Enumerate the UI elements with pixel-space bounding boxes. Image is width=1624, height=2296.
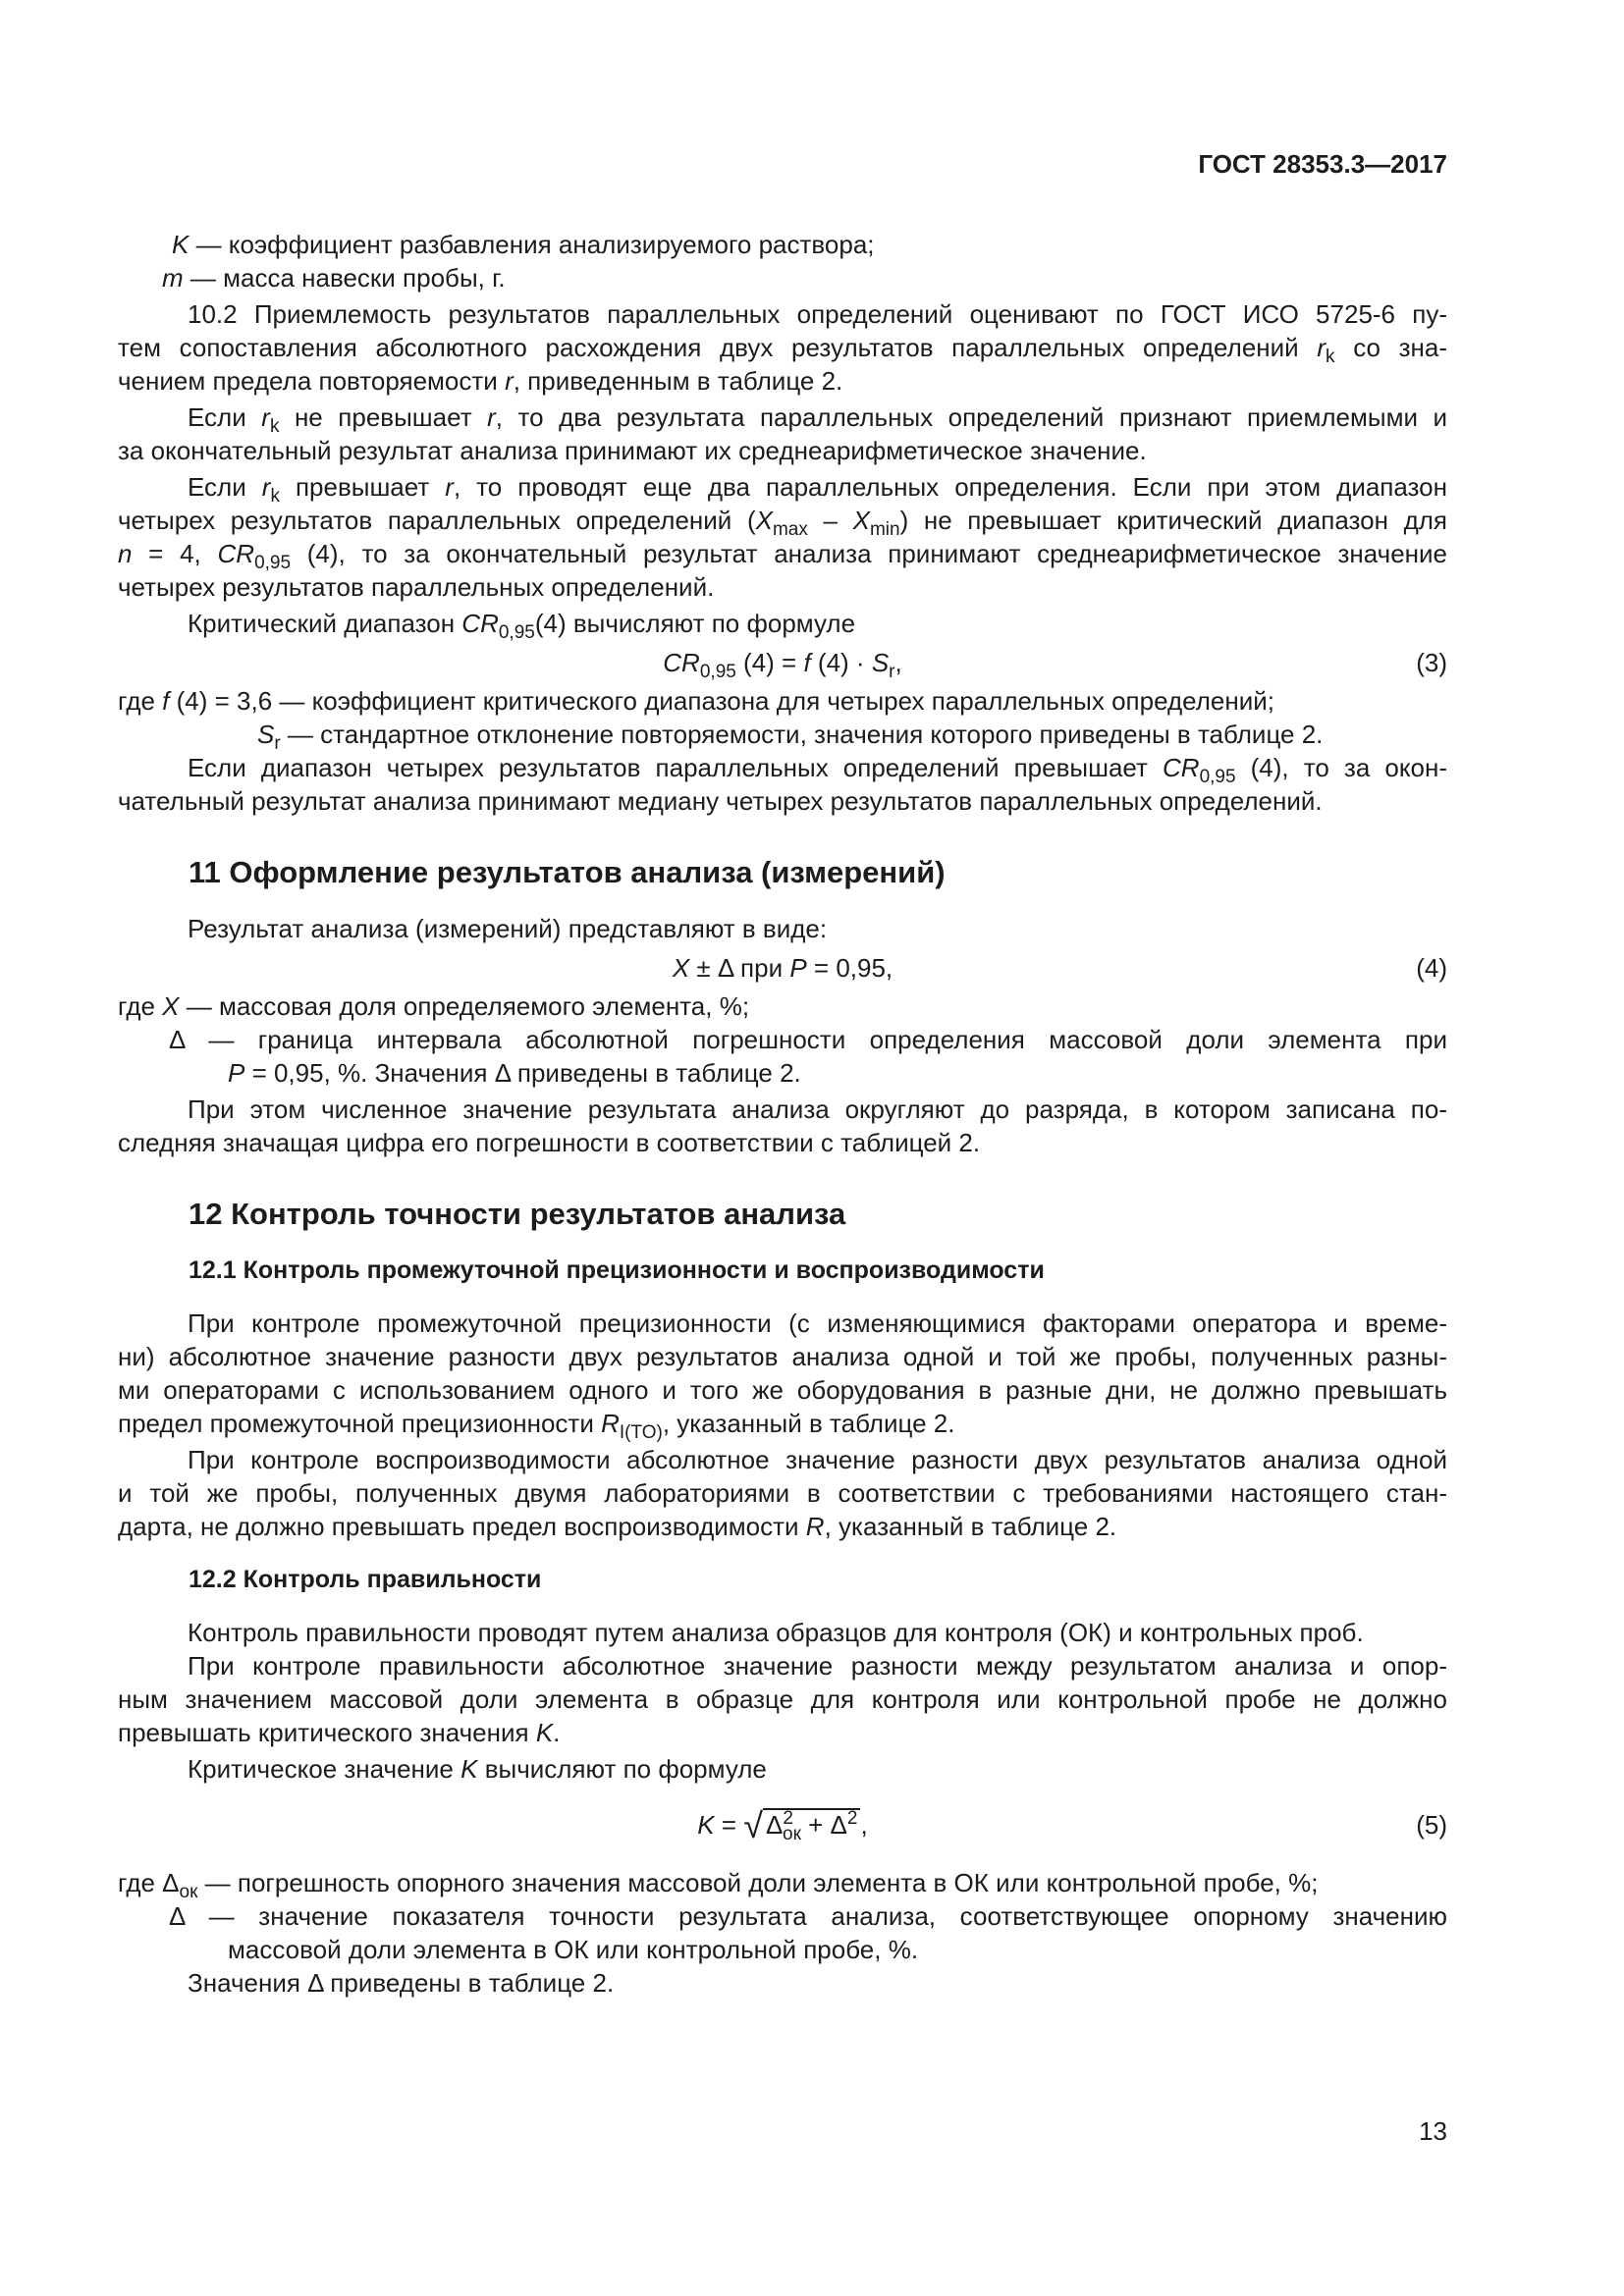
formula-5 (118, 1795, 1447, 1854)
def-delta-accuracy-line-1: Δ — значение показателя точности результата анализа, соответствующее опорному значению (169, 1901, 1447, 1931)
document-id-header: ГОСТ 28353.3—2017 (1198, 149, 1447, 179)
para-12-2-p3: Критическое значение K вычисляют по формуле (188, 1754, 767, 1784)
para-if-accept-line-1: Если $r_k$ не превышает r, то два результата параллельных определений признают приемлемыми и (188, 402, 1448, 437)
para-10-2-line-1: 10.2 Приемлемость результатов параллельных определений оценивают по ГОСТ ИСО 5725-6 пу- (188, 299, 1447, 329)
square-root: √ $\Delta^2_{ок} + \Delta^2$ (743, 1795, 860, 1855)
def-x: где X — массовая доля определяемого элемента, %; (118, 991, 750, 1021)
para-if-accept-line-2: за окончательный результат анализа принимают их среднеарифметическое значение. (118, 436, 1147, 465)
def-k: K — коэффициент разбавления анализируемого раствора; (172, 230, 875, 259)
para-final: Значения Δ приведены в таблице 2. (188, 1968, 615, 1998)
para-range-exceed-line-1: Если диапазон четырех результатов параллельных определений превышает $CR_{0,95}$ (4), то за окон- (188, 753, 1447, 787)
section-12-2-heading: 12.2 Контроль правильности (189, 1566, 542, 1593)
formula-4 (118, 949, 1447, 987)
para-10-2-line-3: чением предела повторяемости r, приведенным в таблице 2. (118, 366, 843, 396)
para-rounding-line-2: следняя значащая цифра его погрешности в соответствии с таблицей 2. (118, 1128, 981, 1157)
section-12-heading: 12 Контроль точности результатов анализа (189, 1197, 846, 1231)
page-content (118, 228, 1447, 2000)
formula-3 (118, 644, 1447, 681)
def-f4: где f (4) = 3,6 — коэффициент критического диапазона для четырех параллельных определений; (118, 686, 1274, 716)
page-number: 13 (1419, 2116, 1447, 2146)
para-critical-range: Критический диапазон $CR_{0,95}(4)$ вычисляют по формуле (188, 609, 856, 643)
section-12-1-heading: 12.1 Контроль промежуточной прецизионности и воспроизводимости (189, 1256, 1045, 1284)
def-delta-accuracy-line-2: массовой доли элемента в ОК или контрольной пробе, %. (228, 1935, 919, 1964)
para-12-1-p2-line-1: При контроле воспроизводимости абсолютное значение разности двух результатов анализа одной (188, 1445, 1447, 1474)
para-if-exceed-line-2: четырех результатов параллельных определений $(X_{max} - X_{min})$ не превышает критический диапазон для (118, 506, 1447, 540)
para-12-2-p2-line-3: превышать критического значения K. (118, 1718, 561, 1747)
para-12-1-p1-line-2: ни) абсолютное значение разности двух результатов анализа одной и той же пробы, полученных разны- (118, 1342, 1447, 1371)
para-range-exceed-line-2: чательный результат анализа принимают медиану четырех результатов параллельных определений. (118, 786, 1323, 816)
def-delta-line-1: Δ — граница интервала абсолютной погрешности определения массовой доли элемента при (169, 1025, 1447, 1054)
para-12-2-p1: Контроль правильности проводят путем анализа образцов для контроля (ОК) и контрольных проб. (188, 1618, 1364, 1647)
para-rounding-line-1: При этом численное значение результата анализа округляют до разряда, в котором записана по- (188, 1095, 1447, 1124)
para-12-1-p2-line-3: дарта, не должно превышать предел воспроизводимости R, указанный в таблице 2. (118, 1512, 1117, 1541)
section-11-heading: 11 Оформление результатов анализа (измерений) (189, 855, 946, 889)
formula-3-expression: $CR_{0,95}$ (4) = f $(4) \cdot S_r$, (663, 648, 902, 682)
para-12-2-p2-line-1: При контроле правильности абсолютное значение разности между результатом анализа и опор- (188, 1651, 1447, 1681)
def-delta-line-2: P = 0,95, %. Значения Δ приведены в таблице 2. (228, 1058, 801, 1088)
formula-4-number: (4) (1416, 953, 1447, 983)
formula-5-expression: K = √ $\Delta^2_{ок} + \Delta^2$ , (118, 1795, 1447, 1855)
para-12-1-p1-line-1: При контроле промежуточной прецизионности (с изменяющимися факторами оператора и време- (188, 1308, 1447, 1338)
para-if-exceed-line-3: n = 4, $CR_{0,95}$ (4), то за окончательный результат анализа принимают среднеарифметическое значение (118, 539, 1447, 573)
para-12-1-p2-line-2: и той же пробы, полученных двумя лабораториями в соответствии с требованиями настоящего стан- (118, 1478, 1447, 1508)
para-12-2-p2-line-2: ным значением массовой доли элемента в образце для контроля или контрольной пробе не должно (118, 1684, 1447, 1714)
formula-3-number: (3) (1416, 648, 1447, 677)
para-12-1-p1-line-3: ми операторами с использованием одного и того же оборудования в разные дни, не должно превышать (118, 1375, 1447, 1405)
formula-5-number: (5) (1416, 1810, 1447, 1840)
def-sr: $S_r$ — стандартное отклонение повторяемости, значения которого приведены в таблице 2. (257, 720, 1324, 754)
para-10-2-line-2: тем сопоставления абсолютного расхождения двух результатов параллельных определений $r_k$ со зна- (118, 333, 1447, 367)
def-m: m — масса навески пробы, г. (162, 263, 506, 293)
def-delta-ok: где $\Delta_{ок}$ — погрешность опорного значения массовой доли элемента в ОК или контрольной пробе, %; (118, 1868, 1319, 1902)
section-11-intro: Результат анализа (измерений) представляют в виде: (188, 914, 828, 943)
formula-4-expression: X ± Δ при P = 0,95, (672, 953, 893, 983)
para-if-exceed-line-1: Если $r_k$ превышает r, то проводят еще два параллельных определения. Если при этом диапазон (188, 472, 1447, 507)
para-if-exceed-line-4: четырех результатов параллельных определений. (118, 572, 715, 602)
para-12-1-p1-line-4: предел промежуточной прецизионности $R_{I(TO)}$, указанный в таблице 2. (118, 1409, 955, 1443)
